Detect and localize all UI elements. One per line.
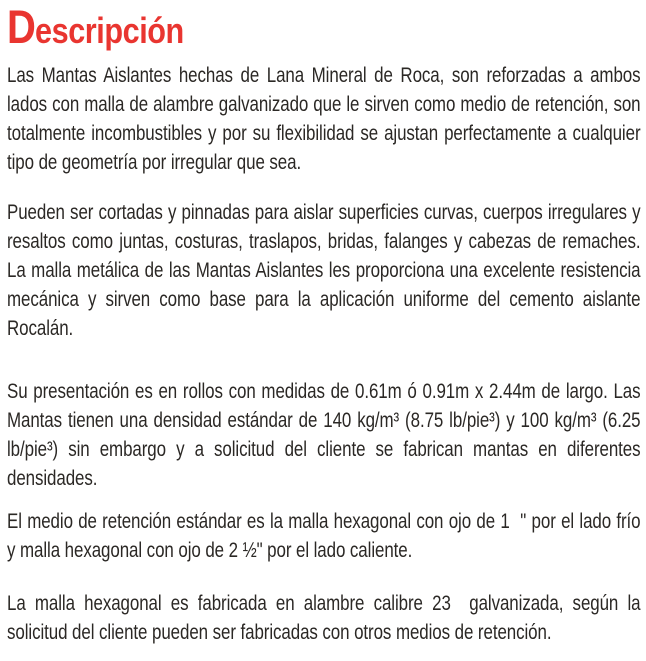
title-drop-cap: D (7, 0, 36, 53)
paragraph-cutting-pinning: Pueden ser cortadas y pinnadas para aislar superficies curvas, cuerpos irregulares y resaltos como juntas, costuras, traslapos, bridas, falanges y cabezas de remaches. La malla metálica de las Mantas Aislantes les proporciona una excelente resistencia mecánica y sirven como base para la aplicación uniforme del cemento aislante Rocalán. (7, 201, 641, 340)
paragraph-wire-gauge: La malla hexagonal es fabricada en alambre calibre 23 galvanizada, según la solicitud del cliente pueden ser fabricadas con otros medios de retención. (7, 592, 641, 644)
page-title (7, 0, 550, 53)
body-text (7, 61, 641, 647)
paragraph-retention-medium: El medio de retención estándar es la malla hexagonal con ojo de 1 " por el lado frío y malla hexagonal con ojo de 2 ½" por el lado caliente. (7, 510, 641, 562)
paragraph-presentation-sizes: Su presentación es en rollos con medidas de 0.61m ó 0.91m x 2.44m de largo. Las Mantas tienen una densidad estándar de 140 kg/m³ (8.75 lb/pie³) y 100 kg/m³ (6.25 lb/pie³) sin embargo y a solicitud del cliente se fabrican mantas en diferentes densidades. (7, 380, 641, 490)
title-text: escripción (35, 10, 184, 51)
paragraph-description-intro: Las Mantas Aislantes hechas de Lana Mineral de Roca, son reforzadas a ambos lados con malla de alambre galvanizado que le sirven como medio de retención, son totalmente incombustibles y por su flexibilidad se ajustan perfectamente a cualquier tipo de geometría por irregular que sea. (7, 64, 641, 174)
